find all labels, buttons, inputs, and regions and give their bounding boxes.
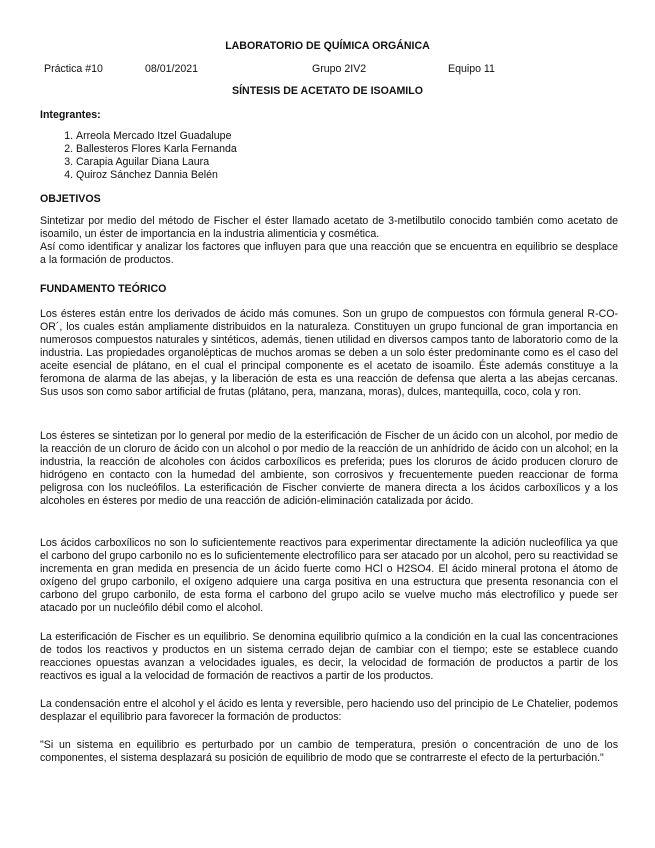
objective-paragraph: Así como identificar y analizar los factores que influyen para que una reacción que se encuentra en equilibrio se desplace a la formación de productos.	[40, 241, 618, 266]
theory-paragraph-3: Los ácidos carboxílicos no son lo suficientemente reactivos para experimentar directamente la adición nucleofílica ya que el carbono del grupo carbonilo no es lo suficientemente electrofílico para ser atacado por un alcohol, pero su reactividad se incrementa en gran medida en presencia de un ácido fuerte como HCl o H2SO4. El ácido mineral protona el átomo de oxígeno del grupo carbonilo, el oxígeno adquiere una carga positiva en una estructura que presenta resonancia con el carbono del grupo carbonilo, de esta forma el carbono del grupo acilo se vuelve mucho más electrofílico y puede ser atacado por un nucleófilo débil como el alcohol.	[40, 537, 618, 614]
lab-title: LABORATORIO DE QUÍMICA ORGÁNICA	[225, 40, 430, 52]
group-label: Grupo 2IV2	[312, 63, 367, 75]
list-item: 2. Ballesteros Flores Karla Fernanda	[76, 143, 654, 156]
theory-paragraph-4: La esterificación de Fischer es un equilibrio. Se denomina equilibrio químico a la condición en la cual las concentraciones de todos los reactivos y productos en un sistema cerrado dejan de cambiar con el tiempo; este se establece cuando reacciones opuestas avanzan a velocidades iguales, es decir, la velocidad de formación de productos a partir de los reactivos es igual a la velocidad de formación de reactivos a partir de los productos.	[40, 631, 618, 682]
list-item: 1. Arreola Mercado Itzel Guadalupe	[76, 130, 654, 143]
list-item: 3. Carapia Aguilar Diana Laura	[76, 156, 654, 169]
practice-title: SÍNTESIS DE ACETATO DE ISOAMILO	[232, 85, 423, 97]
theory-paragraph-2: Los ésteres se sintetizan por lo general por medio de la esterificación de Fischer de un ácido con un alcohol, por medio de la reacción de un cloruro de ácido con un alcohol o por medio de la reacción de un anhídrido de ácido con un alcohol; en la industria, la reacción de alcoholes con ácidos carboxílicos es preferida; pues los cloruros de ácido producen cloruro de hidrógeno en contacto con la humedad del ambiente, son corrosivos y frecuentemente pueden reaccionar de forma peligrosa con los nucleófilos. La esterificación de Fischer convierte de manera directa a los ácidos carboxílicos y a los alcoholes en ésteres por medio de una reacción de adición-eliminación catalizada por ácido.	[40, 430, 618, 507]
team-label: Equipo 11	[448, 63, 495, 75]
objectives-text	[40, 215, 618, 267]
list-item: 4. Quiroz Sánchez Dannia Belén	[76, 169, 654, 182]
practice-info-row	[0, 63, 655, 77]
theory-heading: FUNDAMENTO TEÓRICO	[40, 283, 167, 295]
theory-paragraph-5: La condensación entre el alcohol y el ácido es lenta y reversible, pero haciendo uso del principio de Le Chatelier, podemos desplazar el equilibrio para favorecer la formación de productos:	[40, 698, 618, 723]
objective-paragraph: Sintetizar por medio del método de Fischer el éster llamado acetato de 3-metilbutilo conocido también como acetato de isoamilo, un éster de importancia en la industria alimenticia y cosmética.	[40, 215, 618, 240]
practice-date: 08/01/2021	[145, 63, 199, 75]
theory-paragraph-1: Los ésteres están entre los derivados de ácido más comunes. Son un grupo de compuestos con fórmula general R-CO-OR´, los cuales están ampliamente distribuidos en la naturaleza. Constituyen un grupo funcional de gran importancia en numerosos compuestos naturales y sintéticos, además, tienen utilidad en diversos campos tanto de laboratorio como de la industria. Las propiedades organolépticas de muchos aromas se deben a un solo éster predominante como es el caso del aceite esencial de plátano, en el cual el principal componente es el acetato de isoamilo. Éste además constituye a la feromona de alarma de las abejas, y la liberación de esta es una reacción de defensa que alerta a las abejas cercanas. Sus usos son como sabor artificial de frutas (plátano, pera, manzana, moras), dulces, mantequilla, coco, cola y ron.	[40, 308, 618, 398]
practice-number: Práctica #10	[44, 63, 103, 75]
objectives-heading: OBJETIVOS	[40, 193, 101, 205]
members-list	[40, 130, 654, 182]
members-heading: Integrantes:	[40, 109, 101, 121]
le-chatelier-quote: "Si un sistema en equilibrio es perturbado por un cambio de temperatura, presión o concentración de uno de los componentes, el sistema desplazará su posición de equilibrio de modo que se contrarreste el efecto de la perturbación."	[40, 739, 618, 764]
